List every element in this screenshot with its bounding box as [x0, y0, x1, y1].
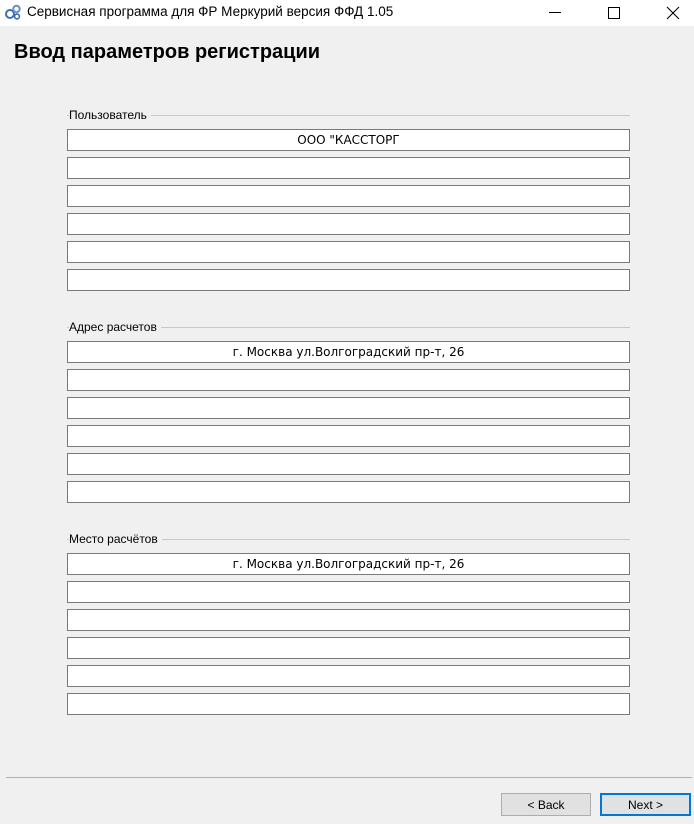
- place-field-5[interactable]: [67, 665, 630, 687]
- user-field-2[interactable]: [67, 157, 630, 179]
- place-field-6[interactable]: [67, 693, 630, 715]
- address-field-3[interactable]: [67, 397, 630, 419]
- user-field-6[interactable]: [67, 269, 630, 291]
- user-field-3[interactable]: [67, 185, 630, 207]
- place-field-4[interactable]: [67, 637, 630, 659]
- maximize-button[interactable]: [591, 0, 637, 26]
- place-field-3[interactable]: [67, 609, 630, 631]
- close-icon: [666, 6, 680, 20]
- address-field-6[interactable]: [67, 481, 630, 503]
- gears-icon: [4, 3, 22, 21]
- title-bar: [0, 0, 694, 26]
- address-field-1[interactable]: г. Москва ул.Волгоградский пр-т, 26: [67, 341, 630, 363]
- address-group-label: Адрес расчетов: [69, 320, 161, 334]
- page-title: Ввод параметров регистрации: [14, 41, 321, 63]
- place-group-label: Место расчётов: [69, 532, 162, 546]
- back-button[interactable]: < Back: [501, 793, 591, 816]
- address-field-4[interactable]: [67, 425, 630, 447]
- next-button[interactable]: Next >: [600, 793, 691, 816]
- window-title: Сервисная программа для ФР Меркурий версия ФФД 1.05: [27, 4, 394, 19]
- user-field-1[interactable]: ООО "КАССТОРГ: [67, 129, 630, 151]
- minimize-icon: [548, 6, 562, 20]
- user-field-4[interactable]: [67, 213, 630, 235]
- place-field-1[interactable]: г. Москва ул.Волгоградский пр-т, 26: [67, 553, 630, 575]
- footer-divider: [6, 777, 692, 778]
- maximize-icon: [607, 6, 621, 20]
- minimize-button[interactable]: [532, 0, 578, 26]
- address-group: [67, 320, 630, 504]
- address-field-5[interactable]: [67, 453, 630, 475]
- close-button[interactable]: [650, 0, 694, 26]
- place-group: [67, 532, 630, 716]
- user-group-label: Пользователь: [69, 108, 151, 122]
- user-field-5[interactable]: [67, 241, 630, 263]
- user-group: [67, 108, 630, 292]
- group-divider: [67, 115, 630, 116]
- address-field-2[interactable]: [67, 369, 630, 391]
- place-field-2[interactable]: [67, 581, 630, 603]
